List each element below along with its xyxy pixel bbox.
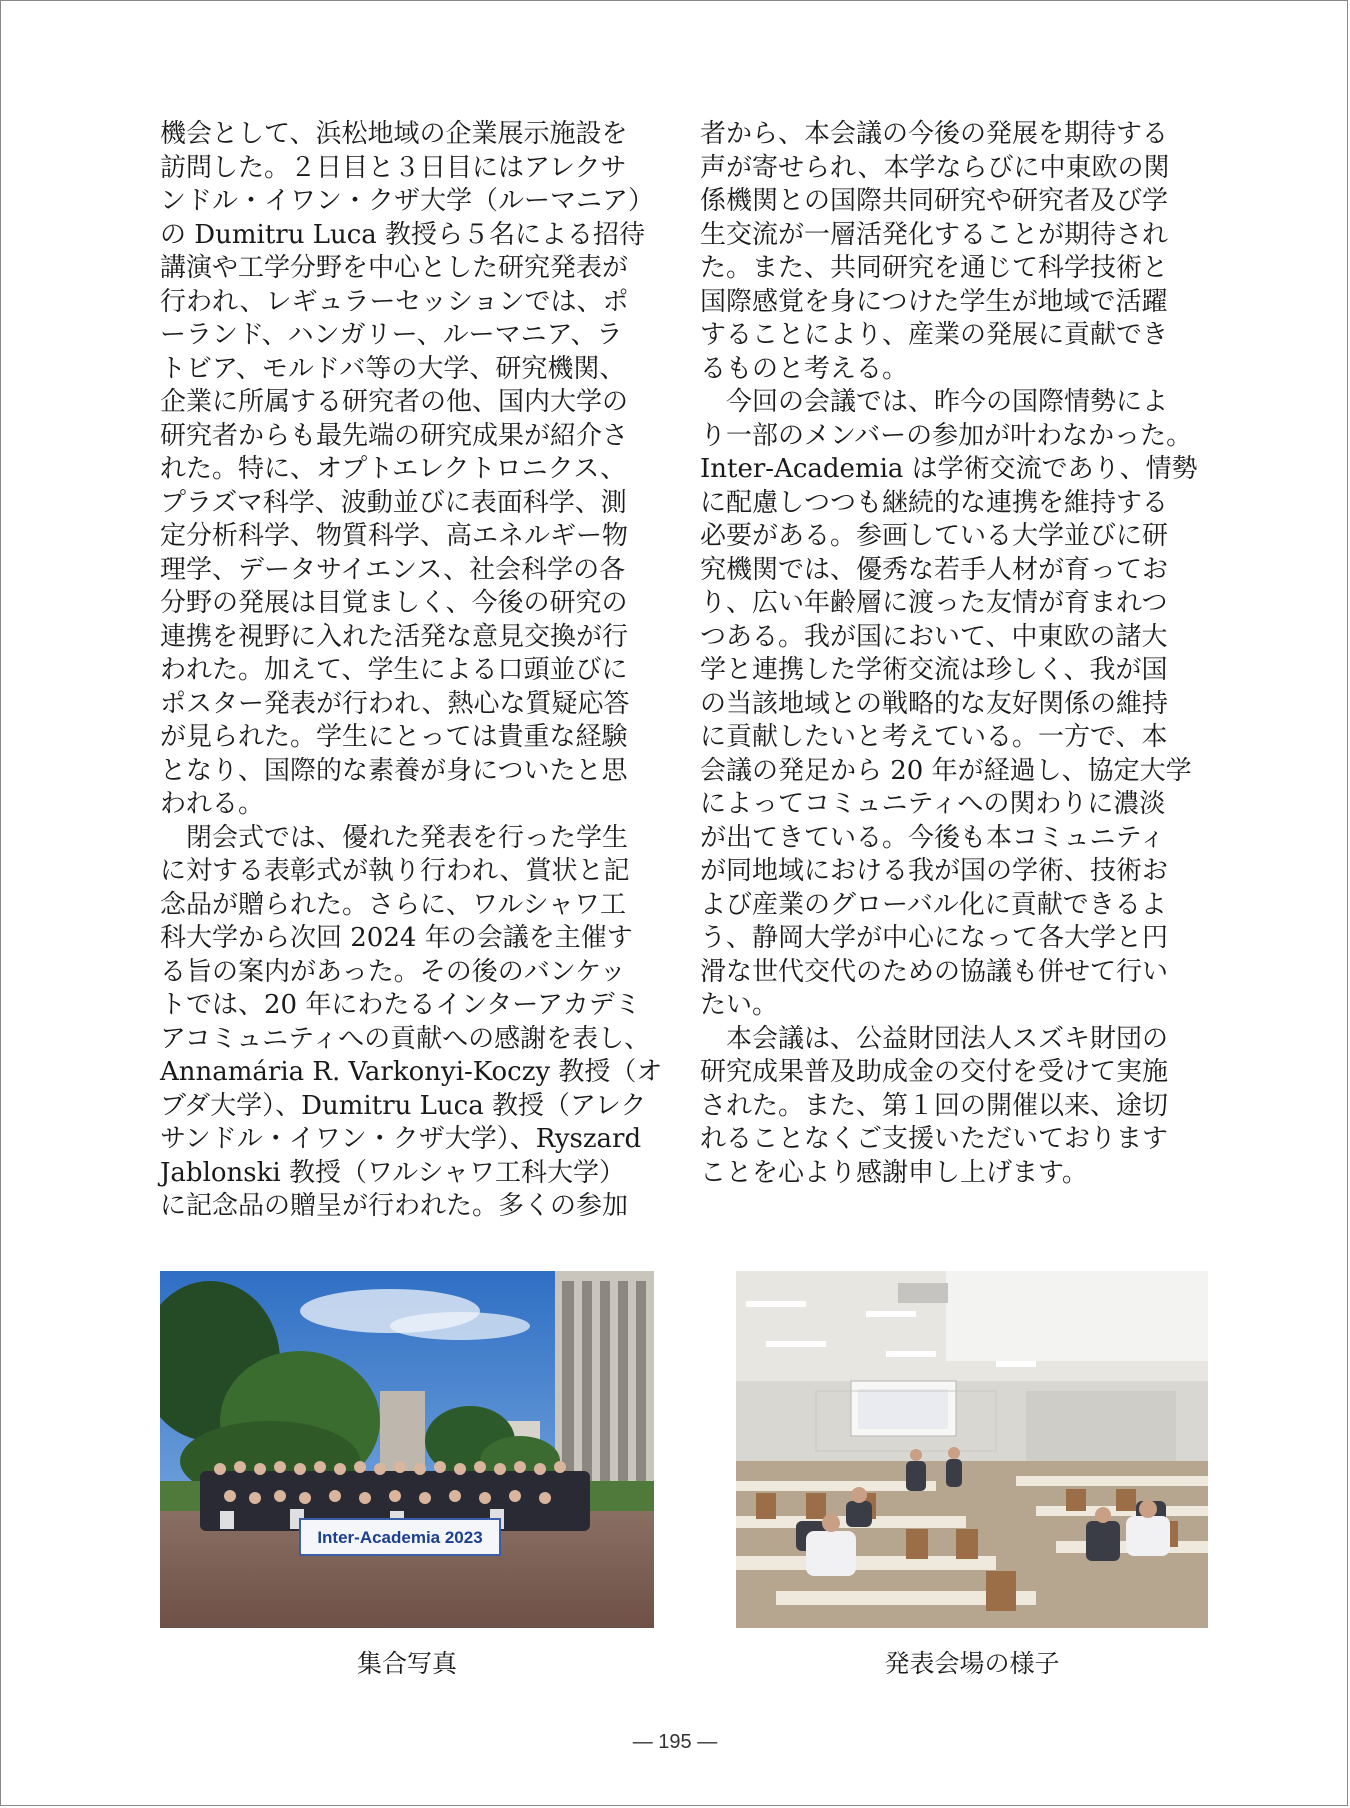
text-line: Inter-Academia は学術交流であり、情勢 (700, 454, 1198, 484)
text-line: プラズマ科学、波動並びに表面科学、測 (160, 487, 627, 518)
text-line: われる。 (160, 789, 265, 819)
text-line: 企業に所属する研究者の他、国内大学の (160, 387, 629, 417)
text-line: ーランド、ハンガリー、ルーマニア、ラ (160, 320, 623, 350)
text-line: 国際感覚を身につけた学生が地域で活躍 (700, 286, 1168, 317)
text-line: Jablonski 教授（ワルシャワ工科大学） (160, 1157, 626, 1188)
group-photo-caption: 集合写真 (356, 1649, 457, 1678)
text-line: 生交流が一層活発化することが期待され (700, 219, 1169, 250)
text-line: う、静岡大学が中心になって各大学と円 (700, 923, 1169, 953)
text-line: た。また、共同研究を通じて科学技術と (700, 253, 1169, 283)
text-line: トビア、モルドバ等の大学、研究機関、 (160, 353, 626, 384)
text-column-right (700, 118, 1198, 1190)
text-line: 訪問した。２日目と３日目にはアレクサ (160, 152, 627, 183)
text-line: 係機関との国際共同研究や研究者及び学 (700, 186, 1169, 216)
venue-photo-caption: 発表会場の様子 (884, 1649, 1060, 1678)
text-line: われた。加えて、学生による口頭並びに (160, 655, 628, 685)
text-line: 本会議は、公益財団法人スズキ財団の (700, 1023, 1169, 1054)
text-line: ンドル・イワン・クザ大学（ルーマニア） (160, 186, 655, 216)
text-line: 連携を視野に入れた活発な意見交換が行 (160, 621, 629, 652)
text-line: トでは、20 年にわたるインターアカデミ (160, 990, 641, 1020)
group-photo-banner: Inter-Academia 2023 (317, 1528, 483, 1547)
text-line: よび産業のグローバル化に貢献できるよ (700, 889, 1167, 920)
text-line: 研究者からも最先端の研究成果が紹介さ (160, 420, 629, 451)
text-line: 会議の発足から 20 年が経過し、協定大学 (700, 755, 1192, 786)
text-line: に対する表彰式が執り行われ、賞状と記 (160, 856, 630, 886)
text-line: に配慮しつつも継続的な連携を維持する (700, 487, 1169, 518)
text-line: 分野の発展は目覚ましく、今後の研究の (160, 588, 628, 618)
text-line: することにより、産業の発展に貢献でき (700, 320, 1169, 350)
text-line: の当該地域との戦略的な友好関係の維持 (700, 688, 1169, 719)
text-line: 講演や工学分野を中心とした研究発表が (160, 253, 629, 283)
text-line: ことを心より感謝申し上げます。 (700, 1157, 1088, 1188)
text-line: る旨の案内があった。その後のバンケッ (160, 956, 626, 987)
text-line: 研究成果普及助成金の交付を受けて実施 (700, 1057, 1169, 1087)
text-line: ポスター発表が行われ、熱心な質疑応答 (160, 688, 630, 719)
text-line: 必要がある。参画している大学並びに研 (700, 521, 1169, 551)
text-line: が出てきている。今後も本コミュニティ (700, 822, 1166, 853)
text-line: 機会として、浜松地域の企業展示施設を (160, 119, 628, 149)
text-line: 学と連携した学術交流は珍しく、我が国 (700, 655, 1168, 685)
text-line: り、広い年齢層に渡った友情が育まれつ (700, 588, 1168, 618)
text-line: 閉会式では、優れた発表を行った学生 (160, 822, 629, 853)
text-line: アコミュニティへの貢献への感謝を表し、 (160, 1023, 651, 1054)
text-line: り一部のメンバーの参加が叶わなかった。 (700, 420, 1193, 451)
text-line: となり、国際的な素養が身についたと思 (160, 755, 628, 786)
text-line: 声が寄せられ、本学ならびに中東欧の関 (700, 152, 1170, 183)
text-line: サンドル・イワン・クザ大学）、Ryszard (160, 1124, 642, 1154)
group-photo (160, 1271, 654, 1628)
text-column-left (160, 118, 663, 1224)
text-line: Annamária R. Varkonyi-Koczy 教授（オ (160, 1057, 663, 1087)
text-line: が見られた。学生にとっては貴重な経験 (160, 722, 628, 752)
text-line: 行われ、レギュラーセッションでは、ポ (160, 286, 629, 317)
text-line: が同地域における我が国の学術、技術お (700, 856, 1169, 886)
text-line: に貢献したいと考えている。一方で、本 (700, 722, 1168, 752)
text-line: された。また、第１回の開催以来、途切 (700, 1090, 1169, 1121)
text-line: 定分析科学、物質科学、高エネルギー物 (160, 521, 629, 551)
text-line: に記念品の贈呈が行われた。多くの参加 (160, 1191, 629, 1221)
text-line: 科大学から次回 2024 年の会議を主催す (160, 923, 633, 953)
text-line: ブダ大学）、Dumitru Luca 教授（アレク (160, 1090, 647, 1121)
text-line: 念品が贈られた。さらに、ワルシャワ工 (160, 889, 627, 920)
page-number: ― 195 ― (632, 1731, 718, 1753)
text-line: れることなくご支援いただいております (700, 1124, 1169, 1154)
text-line: たい。 (700, 990, 779, 1020)
text-line: によってコミュニティへの関わりに濃淡 (700, 789, 1166, 819)
text-line: るものと考える。 (700, 353, 909, 384)
venue-photo (736, 1271, 1208, 1628)
text-line: 滑な世代交代のための協議も併せて行い (700, 956, 1169, 987)
text-line: れた。特に、オプトエレクトロニクス、 (160, 454, 627, 484)
text-line: 究機関では、優秀な若手人材が育ってお (700, 554, 1169, 585)
text-line: つある。我が国において、中東欧の諸大 (700, 621, 1168, 652)
text-line: の Dumitru Luca 教授ら５名による招待 (160, 219, 646, 250)
text-line: 今回の会議では、昨今の国際情勢によ (700, 387, 1169, 417)
text-line: 理学、データサイエンス、社会科学の各 (160, 554, 626, 585)
text-line: 者から、本会議の今後の発展を期待する (700, 119, 1169, 149)
